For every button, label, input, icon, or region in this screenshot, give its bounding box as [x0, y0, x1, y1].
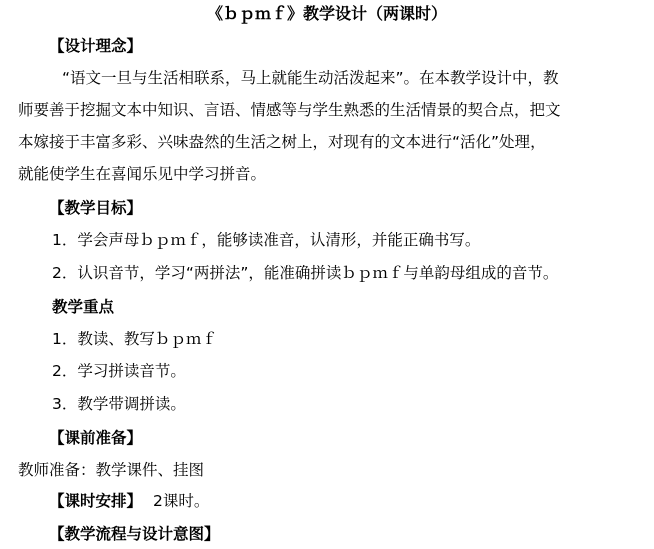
concept-line-4: 就能使学生在喜闻乐见中学习拼音。	[18, 165, 267, 183]
prep-text: 教师准备：教学课件、挂图	[18, 461, 205, 479]
concept-heading: 【设计理念】	[49, 37, 143, 55]
prep-heading: 【课前准备】	[49, 429, 143, 447]
concept-line-2: 师要善于挖掘文本中知识、言语、情感等与学生熟悉的生活情景的契合点，把文	[18, 101, 561, 119]
flow-heading: 【教学流程与设计意图】	[49, 525, 220, 543]
goal-item-2: 2．认识音节，学习“两拼法”，能准确拼读ｂｐｍｆ与单韵母组成的音节。	[52, 264, 559, 282]
schedule-row	[49, 491, 209, 511]
document-title: 《ｂｐｍｆ》教学设计（两课时）	[206, 4, 447, 23]
focus-item-1: 1．教读、教写ｂｐｍｆ	[52, 330, 217, 348]
focus-heading: 教学重点	[52, 298, 115, 316]
focus-item-2: 2．学习拼读音节。	[52, 362, 186, 380]
focus-item-3: 3．教学带调拼读。	[52, 395, 186, 413]
schedule-text: 2课时。	[152, 492, 210, 510]
concept-line-1: “语文一旦与生活相联系，马上就能生动活泼起来”。在本教学设计中，教	[62, 69, 559, 87]
goal-item-1: 1．学会声母ｂｐｍｆ，能够读准音，认清形，并能正确书写。	[52, 231, 481, 249]
schedule-heading: 【课时安排】	[49, 492, 143, 510]
goals-heading: 【教学目标】	[49, 199, 143, 217]
concept-line-3: 本嫁接于丰富多彩、兴味盎然的生活之树上，对现有的文本进行“活化”处理，	[18, 133, 546, 151]
